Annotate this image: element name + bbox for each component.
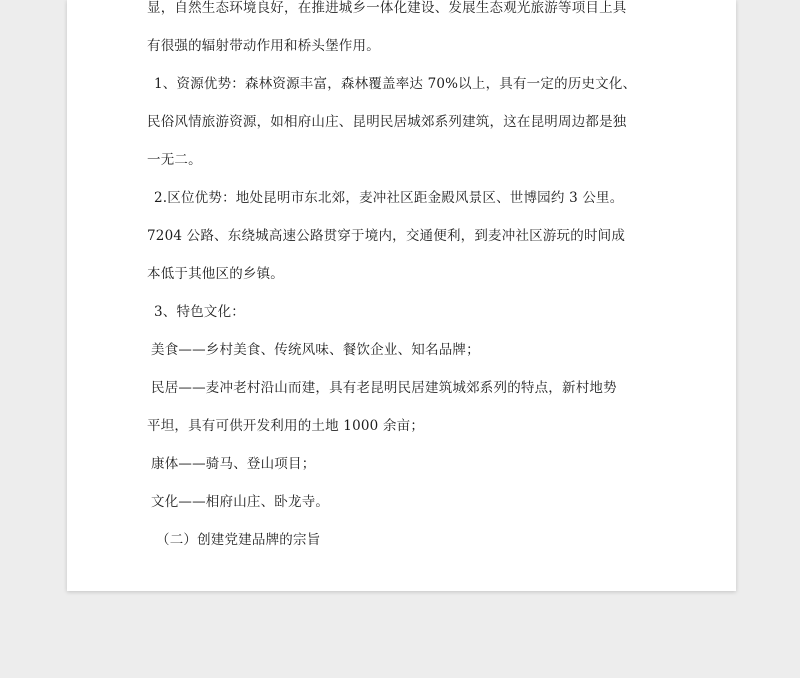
text-line: 美食——乡村美食、传统风味、餐饮企业、知名品牌； <box>151 342 480 358</box>
document-page <box>67 0 736 591</box>
text-line: 3、特色文化： <box>154 304 245 320</box>
text-line: 本低于其他区的乡镇。 <box>147 266 284 282</box>
text-line: 显，自然生态环境良好，在推进城乡一体化建设、发展生态观光旅游等项目上具 <box>147 0 627 16</box>
text-line: 文化——相府山庄、卧龙寺。 <box>151 494 330 510</box>
text-line: 民俗风情旅游资源，如相府山庄、昆明民居城郊系列建筑，这在昆明周边都是独 <box>147 114 627 130</box>
text-line: 康体——骑马、登山项目； <box>151 456 316 472</box>
text-line: 有很强的辐射带动作用和桥头堡作用。 <box>147 38 380 54</box>
section-heading: （二）创建党建品牌的宗旨 <box>156 532 321 548</box>
text-line: 2.区位优势：地处昆明市东北郊，麦冲社区距金殿风景区、世博园约 3 公里。 <box>154 190 624 206</box>
text-line: 民居——麦冲老村沿山而建，具有老昆明民居建筑城郊系列的特点，新村地势 <box>151 380 617 396</box>
text-line: 平坦，具有可供开发利用的土地 1000 余亩； <box>147 418 425 434</box>
text-line: 7204 公路、东绕城高速公路贯穿于境内，交通便利，到麦冲社区游玩的时间成 <box>147 228 626 244</box>
text-line: 1、资源优势：森林资源丰富，森林覆盖率达 70%以上，具有一定的历史文化、 <box>154 76 637 92</box>
text-line: 一无二。 <box>147 152 202 168</box>
